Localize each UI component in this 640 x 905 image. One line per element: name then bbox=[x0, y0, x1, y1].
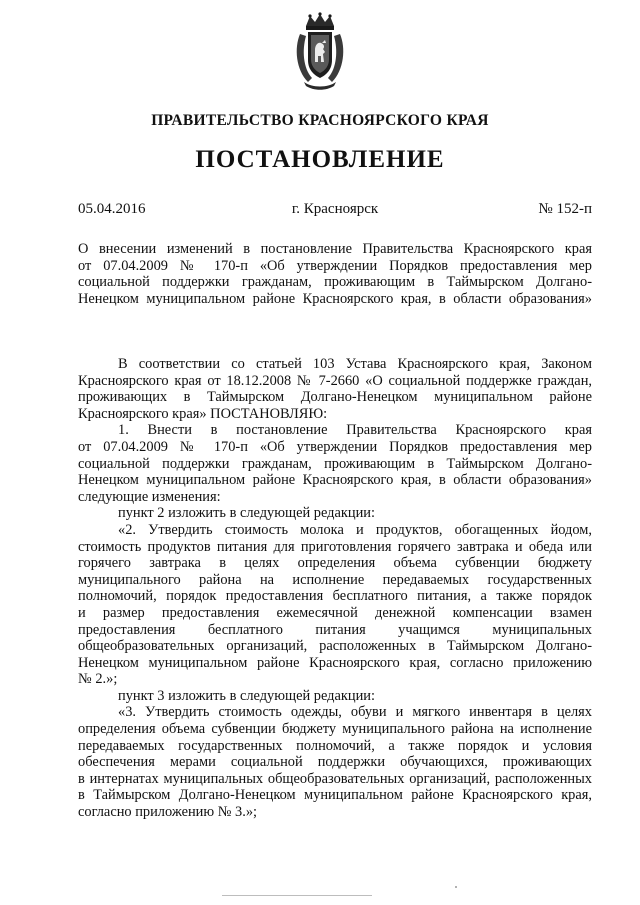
document-type: ПОСТАНОВЛЕНИЕ bbox=[195, 146, 445, 173]
body-line: предоставления бесплатного питания учащимся муниципальных bbox=[78, 621, 592, 638]
body-line: следующие изменения: bbox=[78, 488, 221, 505]
body-line: общеобразовательных организаций, расположенных в Таймырском Долгано- bbox=[78, 638, 592, 655]
title-line: Ненецком муниципальном районе Красноярского края, в области образования» bbox=[78, 290, 592, 307]
body-line: согласно приложению № 3.»; bbox=[78, 804, 258, 821]
body-line: Ненецком муниципальном районе Красноярского края, в области образования» bbox=[78, 472, 592, 489]
document-date: 05.04.2016 bbox=[78, 201, 146, 217]
document-meta bbox=[78, 201, 592, 221]
body-line: «3. Утвердить стоимость одежды, обуви и мягкого инвентаря в целях bbox=[118, 704, 592, 721]
body-line: Красноярского края от 18.12.2008 № 7-2660 «О социальной поддержке граждан, bbox=[78, 372, 592, 389]
body-line: горячего завтрака в целях определения объема субвенции бюджету bbox=[78, 555, 592, 572]
body-line: «2. Утвердить стоимость молока и продуктов, обогащенных йодом, bbox=[118, 521, 592, 538]
body-line: в Таймырском Долгано-Ненецком муниципальном районе Красноярского края, bbox=[78, 787, 592, 804]
body-line: и размер предоставления ежемесячной денежной компенсации взамен bbox=[78, 604, 592, 621]
document-city: г. Красноярск bbox=[291, 201, 379, 217]
document-body bbox=[78, 356, 592, 821]
body-line: пункт 3 изложить в следующей редакции: bbox=[118, 687, 375, 704]
title-line: О внесении изменений в постановление Правительства Красноярского края bbox=[78, 241, 592, 257]
body-line: 1. Внести в постановление Правительства Красноярского края bbox=[118, 422, 592, 439]
title-line: от 07.04.2009 № 170-п «Об утверждении Порядков предоставления мер bbox=[78, 257, 592, 274]
body-line: социальной поддержки гражданам, проживающим в Таймырском Долгано- bbox=[78, 455, 592, 472]
bottom-rule bbox=[222, 895, 372, 896]
scan-speck bbox=[455, 886, 457, 888]
body-line: от 07.04.2009 № 170-п «Об утверждении Порядков предоставления мер bbox=[78, 438, 592, 455]
body-line: определения объема субвенции бюджету муниципального района на исполнение bbox=[78, 721, 592, 738]
document-number: № 152-п bbox=[538, 201, 592, 217]
body-line: стоимость продуктов питания для приготовления горячего завтрака и обеда или bbox=[78, 538, 592, 555]
document-title bbox=[78, 241, 592, 307]
body-line: Ненецком муниципальном районе Красноярского края, согласно приложению bbox=[78, 654, 592, 671]
body-line: проживающих в Таймырском Долгано-Ненецком муниципальном районе bbox=[78, 389, 592, 406]
body-line: полномочий, порядок предоставления бесплатного питания, а также порядок bbox=[78, 588, 592, 605]
body-line: пункт 2 изложить в следующей редакции: bbox=[118, 505, 375, 522]
body-line: Красноярского края» ПОСТАНОВЛЯЮ: bbox=[78, 405, 328, 422]
body-line: муниципального района на исполнение передаваемых государственных bbox=[78, 571, 592, 588]
body-line: передаваемых государственных полномочий, а также порядок и условия bbox=[78, 737, 592, 754]
body-line: № 2.»; bbox=[78, 671, 118, 688]
organization-name: ПРАВИТЕЛЬСТВО КРАСНОЯРСКОГО КРАЯ bbox=[151, 112, 489, 129]
title-line: социальной поддержки гражданам, проживающим в Таймырском Долгано- bbox=[78, 274, 592, 291]
body-line: В соответствии со статьей 103 Устава Красноярского края, Законом bbox=[118, 356, 592, 372]
body-line: в интернатах муниципальных общеобразовательных организаций, расположенных bbox=[78, 770, 592, 787]
body-line: обеспечения мерами социальной поддержки обучающихся, проживающих bbox=[78, 754, 592, 771]
coat-of-arms-icon bbox=[294, 12, 346, 92]
